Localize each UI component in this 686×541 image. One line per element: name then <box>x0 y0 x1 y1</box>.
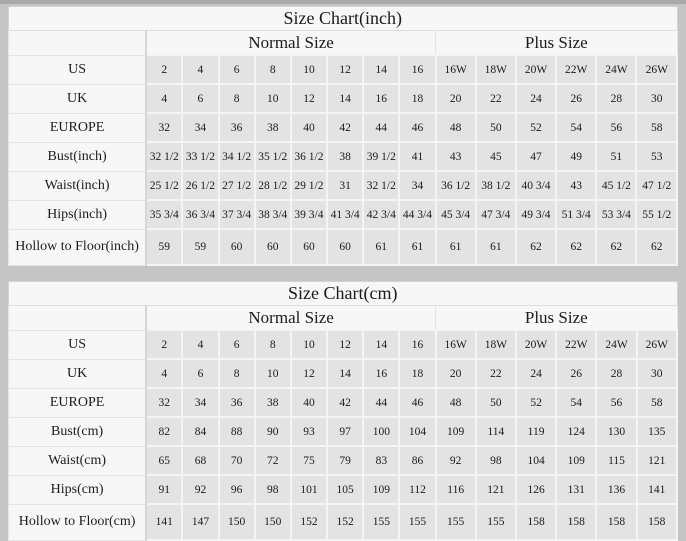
size-value-cell: 47 3/4 <box>476 200 516 229</box>
size-value-cell: 155 <box>476 504 516 540</box>
size-value-cell: 40 <box>291 113 327 142</box>
size-value-cell: 38 <box>255 388 291 417</box>
size-value-cell: 16 <box>363 359 399 388</box>
size-value-cell: 32 1/2 <box>146 142 182 171</box>
size-value-cell: 8 <box>219 84 255 113</box>
size-value-cell: 24W <box>596 330 636 359</box>
size-value-cell: 53 <box>636 142 677 171</box>
size-value-cell: 59 <box>182 229 218 265</box>
size-value-cell: 43 <box>436 142 476 171</box>
size-value-cell: 101 <box>291 475 327 504</box>
size-value-cell: 52 <box>516 113 556 142</box>
size-value-cell: 4 <box>146 359 182 388</box>
size-value-cell: 62 <box>516 229 556 265</box>
size-value-cell: 20 <box>436 84 476 113</box>
size-value-cell: 45 <box>476 142 516 171</box>
label-column-header <box>9 31 147 56</box>
size-value-cell: 53 3/4 <box>596 200 636 229</box>
label-column-header <box>9 306 147 331</box>
size-value-cell: 35 3/4 <box>146 200 182 229</box>
size-value-cell: 6 <box>219 55 255 84</box>
size-group-header-row <box>9 306 678 331</box>
row-label: EUROPE <box>9 388 147 417</box>
size-value-cell: 12 <box>327 330 363 359</box>
size-value-cell: 16 <box>399 330 435 359</box>
size-value-cell: 60 <box>291 229 327 265</box>
table-row <box>9 359 678 388</box>
size-value-cell: 45 3/4 <box>436 200 476 229</box>
size-value-cell: 61 <box>436 229 476 265</box>
size-value-cell: 34 <box>399 171 435 200</box>
size-value-cell: 12 <box>327 55 363 84</box>
size-value-cell: 136 <box>596 475 636 504</box>
size-value-cell: 10 <box>291 330 327 359</box>
size-value-cell: 54 <box>556 113 596 142</box>
size-chart-cm-body <box>9 330 678 540</box>
size-value-cell: 20W <box>516 55 556 84</box>
size-value-cell: 79 <box>327 446 363 475</box>
size-chart-cm-table <box>8 281 678 541</box>
size-chart-inch-table <box>8 6 678 266</box>
table-row <box>9 171 678 200</box>
size-value-cell: 92 <box>436 446 476 475</box>
size-value-cell: 56 <box>596 113 636 142</box>
table-row <box>9 113 678 142</box>
size-value-cell: 109 <box>556 446 596 475</box>
size-value-cell: 50 <box>476 113 516 142</box>
size-value-cell: 96 <box>219 475 255 504</box>
size-value-cell: 34 <box>182 388 218 417</box>
size-value-cell: 24W <box>596 55 636 84</box>
row-label: UK <box>9 84 147 113</box>
size-value-cell: 152 <box>291 504 327 540</box>
size-value-cell: 116 <box>436 475 476 504</box>
size-value-cell: 26 <box>556 84 596 113</box>
table-row <box>9 55 678 84</box>
normal-size-header: Normal Size <box>146 306 435 331</box>
size-value-cell: 51 <box>596 142 636 171</box>
size-value-cell: 4 <box>146 84 182 113</box>
size-value-cell: 50 <box>476 388 516 417</box>
size-value-cell: 2 <box>146 55 182 84</box>
size-value-cell: 58 <box>636 113 677 142</box>
size-value-cell: 18 <box>399 359 435 388</box>
size-value-cell: 10 <box>291 55 327 84</box>
table-row <box>9 388 678 417</box>
size-value-cell: 47 <box>516 142 556 171</box>
table-row <box>9 229 678 265</box>
page-background <box>0 4 686 541</box>
size-value-cell: 152 <box>327 504 363 540</box>
size-value-cell: 49 <box>556 142 596 171</box>
size-value-cell: 38 3/4 <box>255 200 291 229</box>
row-label: Bust(cm) <box>9 417 147 446</box>
size-value-cell: 44 <box>363 388 399 417</box>
size-value-cell: 36 <box>219 388 255 417</box>
size-value-cell: 48 <box>436 388 476 417</box>
size-value-cell: 27 1/2 <box>219 171 255 200</box>
size-value-cell: 65 <box>146 446 182 475</box>
size-value-cell: 28 <box>596 359 636 388</box>
row-label: EUROPE <box>9 113 147 142</box>
size-value-cell: 37 3/4 <box>219 200 255 229</box>
size-value-cell: 60 <box>219 229 255 265</box>
size-value-cell: 109 <box>436 417 476 446</box>
table-row <box>9 417 678 446</box>
size-value-cell: 60 <box>327 229 363 265</box>
size-value-cell: 150 <box>219 504 255 540</box>
size-value-cell: 141 <box>146 504 182 540</box>
size-value-cell: 14 <box>327 359 363 388</box>
size-value-cell: 4 <box>182 55 218 84</box>
size-value-cell: 12 <box>291 84 327 113</box>
size-value-cell: 8 <box>219 359 255 388</box>
size-value-cell: 61 <box>476 229 516 265</box>
size-value-cell: 158 <box>516 504 556 540</box>
size-value-cell: 41 <box>399 142 435 171</box>
size-value-cell: 62 <box>556 229 596 265</box>
row-label: US <box>9 330 147 359</box>
size-value-cell: 70 <box>219 446 255 475</box>
table-row <box>9 330 678 359</box>
size-value-cell: 45 1/2 <box>596 171 636 200</box>
size-value-cell: 104 <box>399 417 435 446</box>
size-value-cell: 16 <box>363 84 399 113</box>
size-value-cell: 59 <box>146 229 182 265</box>
size-value-cell: 150 <box>255 504 291 540</box>
size-value-cell: 62 <box>636 229 677 265</box>
size-value-cell: 158 <box>637 504 677 540</box>
row-label: Hollow to Floor(inch) <box>9 229 147 265</box>
size-value-cell: 60 <box>255 229 291 265</box>
size-value-cell: 18W <box>476 55 516 84</box>
size-value-cell: 114 <box>476 417 516 446</box>
row-label: US <box>9 55 147 84</box>
size-value-cell: 44 3/4 <box>399 200 435 229</box>
table-row <box>9 504 678 540</box>
size-value-cell: 88 <box>219 417 255 446</box>
size-value-cell: 97 <box>327 417 363 446</box>
plus-size-header: Plus Size <box>436 306 677 331</box>
size-value-cell: 39 1/2 <box>363 142 399 171</box>
plus-size-header: Plus Size <box>436 31 677 56</box>
size-value-cell: 41 3/4 <box>327 200 363 229</box>
size-value-cell: 6 <box>219 330 255 359</box>
size-value-cell: 121 <box>476 475 516 504</box>
size-value-cell: 32 <box>146 113 182 142</box>
size-value-cell: 42 3/4 <box>363 200 399 229</box>
size-value-cell: 86 <box>399 446 435 475</box>
size-value-cell: 26 <box>556 359 596 388</box>
size-value-cell: 29 1/2 <box>291 171 327 200</box>
table-title-row <box>9 282 678 306</box>
row-label: Waist(inch) <box>9 171 147 200</box>
size-value-cell: 44 <box>363 113 399 142</box>
size-value-cell: 38 1/2 <box>476 171 516 200</box>
size-value-cell: 16W <box>436 55 476 84</box>
size-value-cell: 158 <box>596 504 636 540</box>
size-value-cell: 16 <box>399 55 435 84</box>
size-value-cell: 155 <box>399 504 435 540</box>
size-value-cell: 155 <box>436 504 476 540</box>
size-value-cell: 40 3/4 <box>516 171 556 200</box>
row-label: Bust(inch) <box>9 142 147 171</box>
size-value-cell: 24 <box>516 359 556 388</box>
size-value-cell: 22 <box>476 84 516 113</box>
size-value-cell: 38 <box>255 113 291 142</box>
table-row <box>9 84 678 113</box>
size-value-cell: 8 <box>255 55 291 84</box>
size-value-cell: 51 3/4 <box>556 200 596 229</box>
size-value-cell: 72 <box>255 446 291 475</box>
size-value-cell: 54 <box>556 388 596 417</box>
size-value-cell: 25 1/2 <box>146 171 182 200</box>
size-value-cell: 31 <box>327 171 363 200</box>
size-value-cell: 36 <box>219 113 255 142</box>
size-value-cell: 155 <box>363 504 399 540</box>
size-value-cell: 141 <box>637 475 677 504</box>
size-value-cell: 47 1/2 <box>636 171 677 200</box>
size-value-cell: 130 <box>596 417 636 446</box>
size-value-cell: 20W <box>516 330 556 359</box>
size-value-cell: 112 <box>399 475 435 504</box>
row-label: Waist(cm) <box>9 446 147 475</box>
size-value-cell: 18 <box>399 84 435 113</box>
size-value-cell: 2 <box>146 330 182 359</box>
size-value-cell: 91 <box>146 475 182 504</box>
size-value-cell: 10 <box>255 84 291 113</box>
size-value-cell: 32 <box>146 388 182 417</box>
size-value-cell: 147 <box>182 504 218 540</box>
size-value-cell: 158 <box>556 504 596 540</box>
size-value-cell: 22W <box>556 55 596 84</box>
normal-size-header: Normal Size <box>146 31 435 56</box>
size-value-cell: 14 <box>363 330 399 359</box>
table-row <box>9 446 678 475</box>
size-value-cell: 34 <box>182 113 218 142</box>
size-value-cell: 36 1/2 <box>436 171 476 200</box>
row-label: Hips(cm) <box>9 475 147 504</box>
size-chart-inch-title: Size Chart(inch) <box>9 7 678 31</box>
size-value-cell: 12 <box>291 359 327 388</box>
size-value-cell: 22W <box>556 330 596 359</box>
size-value-cell: 26W <box>636 55 677 84</box>
size-value-cell: 4 <box>182 330 218 359</box>
size-value-cell: 68 <box>182 446 218 475</box>
size-value-cell: 100 <box>363 417 399 446</box>
size-value-cell: 48 <box>436 113 476 142</box>
size-chart-cm-title: Size Chart(cm) <box>9 282 678 306</box>
size-value-cell: 135 <box>637 417 677 446</box>
size-value-cell: 124 <box>556 417 596 446</box>
size-value-cell: 30 <box>636 84 677 113</box>
size-value-cell: 61 <box>363 229 399 265</box>
size-value-cell: 62 <box>596 229 636 265</box>
table-row <box>9 475 678 504</box>
size-value-cell: 98 <box>255 475 291 504</box>
size-value-cell: 20 <box>436 359 476 388</box>
size-chart-inch-body <box>9 55 678 265</box>
size-value-cell: 109 <box>363 475 399 504</box>
size-value-cell: 52 <box>516 388 556 417</box>
size-value-cell: 18W <box>476 330 516 359</box>
size-value-cell: 34 1/2 <box>219 142 255 171</box>
size-value-cell: 14 <box>363 55 399 84</box>
size-value-cell: 126 <box>516 475 556 504</box>
size-value-cell: 36 3/4 <box>182 200 218 229</box>
size-value-cell: 42 <box>327 388 363 417</box>
size-value-cell: 16W <box>436 330 476 359</box>
size-value-cell: 75 <box>291 446 327 475</box>
size-value-cell: 26W <box>637 330 677 359</box>
size-value-cell: 8 <box>255 330 291 359</box>
table-row <box>9 142 678 171</box>
size-value-cell: 93 <box>291 417 327 446</box>
size-value-cell: 61 <box>399 229 435 265</box>
size-value-cell: 24 <box>516 84 556 113</box>
size-value-cell: 115 <box>596 446 636 475</box>
table-row <box>9 200 678 229</box>
size-value-cell: 43 <box>556 171 596 200</box>
size-value-cell: 46 <box>399 388 435 417</box>
size-value-cell: 98 <box>476 446 516 475</box>
row-label: Hollow to Floor(cm) <box>9 504 147 540</box>
size-value-cell: 35 1/2 <box>255 142 291 171</box>
size-value-cell: 40 <box>291 388 327 417</box>
size-value-cell: 39 3/4 <box>291 200 327 229</box>
size-value-cell: 38 <box>327 142 363 171</box>
size-value-cell: 42 <box>327 113 363 142</box>
size-value-cell: 49 3/4 <box>516 200 556 229</box>
size-group-header-row <box>9 31 678 56</box>
size-value-cell: 6 <box>182 359 218 388</box>
size-value-cell: 30 <box>637 359 677 388</box>
size-value-cell: 92 <box>182 475 218 504</box>
size-value-cell: 14 <box>327 84 363 113</box>
table-title-row <box>9 7 678 31</box>
size-value-cell: 22 <box>476 359 516 388</box>
size-value-cell: 28 1/2 <box>255 171 291 200</box>
size-value-cell: 55 1/2 <box>636 200 677 229</box>
size-value-cell: 82 <box>146 417 182 446</box>
size-value-cell: 83 <box>363 446 399 475</box>
size-value-cell: 26 1/2 <box>182 171 218 200</box>
size-value-cell: 6 <box>182 84 218 113</box>
size-value-cell: 56 <box>596 388 636 417</box>
size-value-cell: 28 <box>596 84 636 113</box>
size-value-cell: 119 <box>516 417 556 446</box>
size-value-cell: 32 1/2 <box>363 171 399 200</box>
size-value-cell: 10 <box>255 359 291 388</box>
size-value-cell: 105 <box>327 475 363 504</box>
size-value-cell: 33 1/2 <box>182 142 218 171</box>
size-value-cell: 36 1/2 <box>291 142 327 171</box>
size-value-cell: 46 <box>399 113 435 142</box>
size-value-cell: 121 <box>637 446 677 475</box>
size-value-cell: 90 <box>255 417 291 446</box>
row-label: UK <box>9 359 147 388</box>
row-label: Hips(inch) <box>9 200 147 229</box>
size-value-cell: 131 <box>556 475 596 504</box>
size-value-cell: 58 <box>637 388 677 417</box>
size-value-cell: 84 <box>182 417 218 446</box>
size-value-cell: 104 <box>516 446 556 475</box>
